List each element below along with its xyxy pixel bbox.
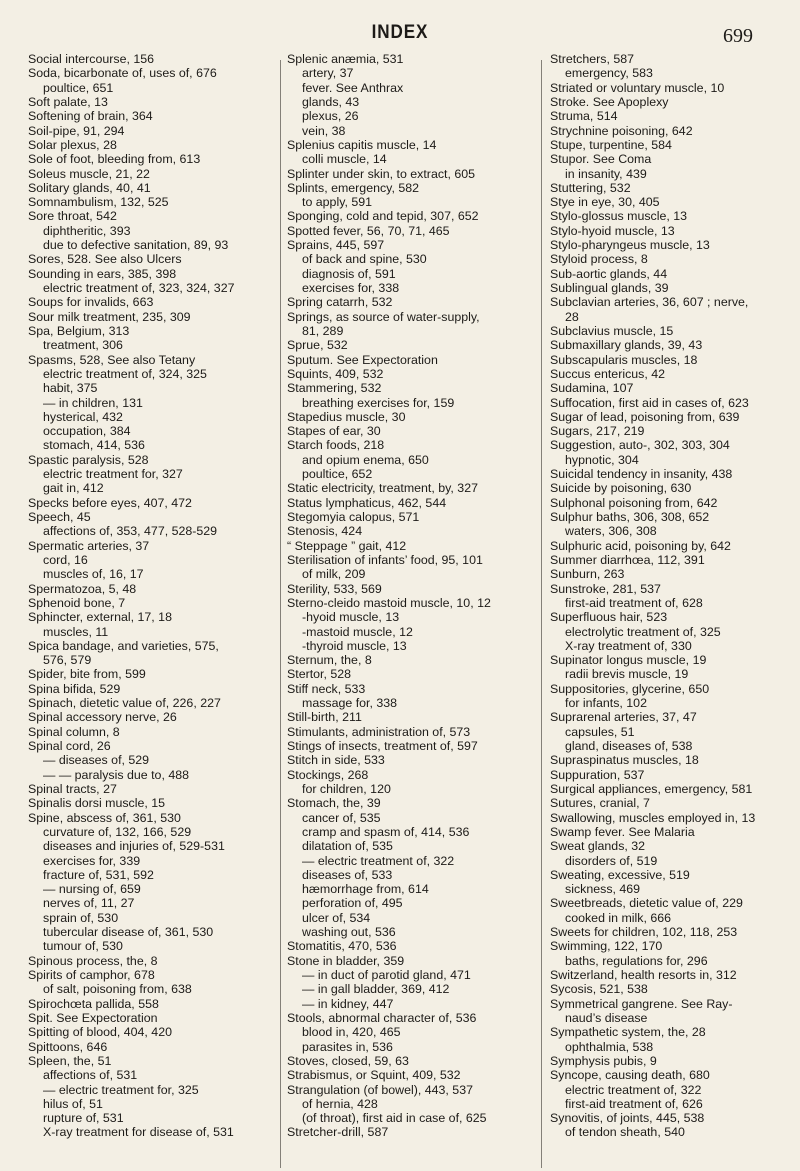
index-entry: Summer diarrhœa, 112, 391 — [550, 552, 705, 567]
index-subentry: 576, 579 — [43, 653, 92, 668]
index-subentry: colli muscle, 14 — [302, 152, 387, 167]
index-subentry: diagnosis of, 591 — [302, 266, 396, 281]
index-subentry: parasites in, 536 — [302, 1039, 393, 1054]
index-entry: Sweetbreads, dietetic value of, 229 — [550, 896, 743, 911]
index-column-2 — [287, 52, 535, 1140]
index-subentry: electric treatment of, 323, 324, 327 — [43, 281, 235, 295]
index-entry: Splints, emergency, 582 — [287, 180, 420, 195]
index-subentry: of salt, poisoning from, 638 — [43, 982, 192, 997]
index-entry: Sprains, 445, 597 — [287, 238, 385, 253]
index-entry: Stenosis, 424 — [287, 524, 363, 539]
index-entry: Spittoons, 646 — [28, 1039, 108, 1054]
index-subentry: stomach, 414, 536 — [43, 438, 145, 453]
index-entry: Spitting of blood, 404, 420 — [28, 1025, 172, 1040]
index-subentry: tubercular disease of, 361, 530 — [43, 925, 214, 940]
index-entry: Sweat glands, 32 — [550, 839, 646, 854]
index-entry: Social intercourse, 156 — [28, 52, 155, 66]
page-header — [0, 22, 800, 52]
index-entry: Striated or voluntary muscle, 10 — [550, 80, 725, 95]
index-entry: Sounding in ears, 385, 398 — [28, 266, 177, 281]
index-entry: Strangulation (of bowel), 443, 537 — [287, 1082, 473, 1097]
index-entry: Subclavius muscle, 15 — [550, 323, 674, 338]
index-entry: Superfluous hair, 523 — [550, 610, 668, 625]
index-entry: Sycosis, 521, 538 — [550, 982, 648, 997]
index-subentry: hæmorrhage from, 614 — [302, 882, 429, 897]
index-subentry: first-aid treatment of, 628 — [565, 595, 703, 610]
index-entry: Splenius capitis muscle, 14 — [287, 137, 437, 152]
index-subentry: cooked in milk, 666 — [565, 910, 672, 925]
index-subentry: cramp and spasm of, 414, 536 — [302, 824, 470, 839]
index-subentry: fracture of, 531, 592 — [43, 867, 154, 882]
index-entry: Spotted fever, 56, 70, 71, 465 — [287, 223, 450, 238]
index-subentry: for infants, 102 — [565, 696, 647, 711]
index-entry: Status lymphaticus, 462, 544 — [287, 495, 447, 510]
index-entry: Sterility, 533, 569 — [287, 581, 382, 596]
index-subentry: radii brevis muscle, 19 — [565, 667, 689, 682]
index-entry: Spinal tracts, 27 — [28, 781, 117, 796]
index-subentry: hilus of, 51 — [43, 1096, 103, 1111]
index-entry: Spina bifida, 529 — [28, 681, 121, 696]
column-divider — [541, 60, 542, 1168]
index-subentry: -thyroid muscle, 13 — [302, 638, 407, 653]
index-subentry: X-ray treatment for disease of, 531 — [43, 1125, 234, 1140]
index-entry: Stroke. See Apoplexy — [550, 94, 669, 109]
index-entry: Sugar of lead, poisoning from, 639 — [550, 409, 740, 424]
index-subentry: glands, 43 — [302, 94, 360, 109]
index-subentry: sickness, 469 — [565, 882, 641, 897]
index-entry: Succus entericus, 42 — [550, 366, 666, 381]
index-entry: Subscapularis muscles, 18 — [550, 352, 698, 367]
index-entry: Symmetrical gangrene. See Ray- — [550, 996, 733, 1011]
index-entry: Sphincter, external, 17, 18 — [28, 610, 172, 625]
index-subentry: hypnotic, 304 — [565, 452, 639, 467]
index-entry: Sulphur baths, 306, 308, 652 — [550, 510, 710, 524]
index-subentry: diseases of, 533 — [302, 867, 393, 882]
index-entry: Switzerland, health resorts in, 312 — [550, 968, 737, 982]
index-entry: Spinous process, the, 8 — [28, 953, 158, 968]
index-entry: Spasms, 528, See also Tetany — [28, 352, 196, 367]
index-subentry: — in kidney, 447 — [302, 996, 394, 1011]
index-subentry: disorders of, 519 — [565, 853, 658, 868]
index-subentry: first-aid treatment of, 626 — [565, 1096, 703, 1111]
index-entry: Syncope, causing death, 680 — [550, 1068, 710, 1083]
index-entry: Sulphuric acid, poisoning by, 642 — [550, 538, 731, 553]
index-entry: Soil-pipe, 91, 294 — [28, 123, 125, 138]
index-entry: Sub-aortic glands, 44 — [550, 266, 668, 281]
index-entry: Stockings, 268 — [287, 767, 369, 782]
index-entry: Spinal cord, 26 — [28, 739, 111, 753]
index-entry: Stupor. See Coma — [550, 152, 652, 167]
index-entry: Spine, abscess of, 361, 530 — [28, 810, 181, 825]
index-entry: Strychnine poisoning, 642 — [550, 123, 693, 138]
index-entry: Suppuration, 537 — [550, 767, 645, 782]
index-entry: Spastic paralysis, 528 — [28, 452, 149, 467]
index-subentry: exercises for, 338 — [302, 281, 400, 295]
index-subentry: affections of, 353, 477, 528-529 — [43, 524, 218, 539]
index-entry: Spring catarrh, 532 — [287, 295, 393, 310]
index-subentry: waters, 306, 308 — [565, 524, 657, 539]
index-entry: Stylo-pharyngeus muscle, 13 — [550, 238, 710, 253]
index-entry: Solitary glands, 40, 41 — [28, 180, 151, 195]
index-entry: “ Steppage ” gait, 412 — [287, 538, 407, 553]
index-entry: Sulphonal poisoning from, 642 — [550, 495, 718, 510]
index-entry: Starch foods, 218 — [287, 438, 385, 453]
index-subentry: ulcer of, 534 — [302, 910, 371, 925]
index-subentry: plexus, 26 — [302, 109, 359, 124]
index-subentry: blood in, 420, 465 — [302, 1025, 401, 1040]
index-entry: Subclavian arteries, 36, 607 ; nerve, — [550, 295, 749, 310]
index-entry: Swallowing, muscles employed in, 13 — [550, 810, 756, 825]
index-subentry: sprain of, 530 — [43, 910, 119, 925]
index-subentry: -hyoid muscle, 13 — [302, 610, 400, 625]
index-entry: Still-birth, 211 — [287, 710, 362, 725]
index-entry: Solar plexus, 28 — [28, 137, 117, 152]
index-subentry: — electric treatment for, 325 — [43, 1082, 199, 1097]
index-entry: Struma, 514 — [550, 109, 618, 124]
index-subentry: muscles of, 16, 17 — [43, 567, 144, 582]
index-entry: Spider, bite from, 599 — [28, 667, 146, 682]
index-subentry: gland, diseases of, 538 — [565, 739, 693, 753]
index-entry: Splinter under skin, to extract, 605 — [287, 166, 476, 181]
index-subentry: electric treatment of, 324, 325 — [43, 366, 207, 381]
index-subentry: of tendon sheath, 540 — [565, 1125, 685, 1140]
index-subentry: of hernia, 428 — [302, 1096, 378, 1111]
index-entry: Symphysis pubis, 9 — [550, 1053, 657, 1068]
index-subentry: and opium enema, 650 — [302, 452, 429, 467]
index-entry: Suicidal tendency in insanity, 438 — [550, 467, 733, 482]
index-entry: Synovitis, of joints, 445, 538 — [550, 1111, 705, 1126]
index-subentry: — in children, 131 — [43, 395, 143, 410]
index-entry: Sunburn, 263 — [550, 567, 625, 582]
index-entry: Stammering, 532 — [287, 381, 382, 396]
index-entry: Stertor, 528 — [287, 667, 352, 682]
index-entry: Sudamina, 107 — [550, 381, 634, 396]
index-subentry: artery, 37 — [302, 66, 354, 81]
index-entry: Sugars, 217, 219 — [550, 424, 645, 439]
index-subentry: 28 — [565, 309, 579, 324]
index-entry: Swimming, 122, 170 — [550, 939, 663, 954]
index-entry: Suprarenal arteries, 37, 47 — [550, 710, 697, 725]
index-column-1 — [28, 52, 276, 1140]
index-entry: Sublingual glands, 39 — [550, 281, 669, 295]
index-subentry: due to defective sanitation, 89, 93 — [43, 238, 229, 253]
index-entry: Sympathetic system, the, 28 — [550, 1025, 706, 1040]
index-entry: Sore throat, 542 — [28, 209, 117, 224]
index-subentry: nerves of, 11, 27 — [43, 896, 135, 911]
index-entry: Sunstroke, 281, 537 — [550, 581, 661, 596]
index-entry: Stapedius muscle, 30 — [287, 409, 406, 424]
index-entry: Sweating, excessive, 519 — [550, 867, 690, 882]
index-entry: Stone in bladder, 359 — [287, 953, 405, 968]
index-entry: Sweets for children, 102, 118, 253 — [550, 925, 738, 940]
index-entry: Spica bandage, and varieties, 575, — [28, 638, 219, 653]
index-entry: Sterilisation of infants’ food, 95, 101 — [287, 552, 483, 567]
index-subentry: capsules, 51 — [565, 724, 635, 739]
index-entry: Stitch in side, 533 — [287, 753, 385, 768]
index-subentry: X-ray treatment of, 330 — [565, 638, 692, 653]
index-subentry: perforation of, 495 — [302, 896, 403, 911]
index-column-3 — [550, 52, 792, 1140]
index-subentry: electric treatment for, 327 — [43, 467, 183, 482]
index-subentry: — diseases of, 529 — [43, 753, 150, 768]
index-subentry: — nursing of, 659 — [43, 882, 141, 897]
index-entry: Softening of brain, 364 — [28, 109, 153, 124]
index-entry: Spleen, the, 51 — [28, 1053, 112, 1068]
index-entry: Stoves, closed, 59, 63 — [287, 1053, 409, 1068]
index-subentry: in insanity, 439 — [565, 166, 647, 181]
index-entry: Spit. See Expectoration — [28, 1010, 158, 1025]
index-entry: Suicide by poisoning, 630 — [550, 481, 692, 496]
index-subentry: poultice, 652 — [302, 467, 373, 482]
index-entry: Stylo-hyoid muscle, 13 — [550, 223, 675, 238]
index-entry: Spinach, dietetic value of, 226, 227 — [28, 696, 221, 711]
index-entry: Strabismus, or Squint, 409, 532 — [287, 1068, 461, 1083]
index-subentry: 81, 289 — [302, 323, 344, 338]
index-entry: Spermatic arteries, 37 — [28, 538, 150, 553]
index-subentry: baths, regulations for, 296 — [565, 953, 708, 968]
index-entry: Sutures, cranial, 7 — [550, 796, 650, 811]
index-subentry: electric treatment of, 322 — [565, 1082, 702, 1097]
index-subentry: dilatation of, 535 — [302, 839, 393, 854]
index-subentry: breathing exercises for, 159 — [302, 395, 455, 410]
index-entry: Soda, bicarbonate of, uses of, 676 — [28, 66, 217, 81]
index-subentry: electrolytic treatment of, 325 — [565, 624, 721, 639]
index-entry: Stomach, the, 39 — [287, 796, 381, 811]
index-entry: Soleus muscle, 21, 22 — [28, 166, 150, 181]
index-subentry: naud’s disease — [565, 1010, 648, 1025]
index-entry: Stegomyia calopus, 571 — [287, 510, 420, 524]
page-number: 699 — [723, 25, 753, 47]
index-subentry: diseases and injuries of, 529-531 — [43, 839, 225, 854]
index-entry: Stuttering, 532 — [550, 180, 631, 195]
index-entry: Sphenoid bone, 7 — [28, 595, 126, 610]
index-entry: Stylo-glossus muscle, 13 — [550, 209, 688, 224]
index-subentry: washing out, 536 — [302, 925, 396, 940]
index-subentry: muscles, 11 — [43, 624, 109, 639]
index-entry: Spinal accessory nerve, 26 — [28, 710, 177, 725]
index-entry: Sterno-cleido mastoid muscle, 10, 12 — [287, 595, 491, 610]
index-subentry: habit, 375 — [43, 381, 98, 396]
index-subentry: to apply, 591 — [302, 195, 373, 210]
index-subentry: vein, 38 — [302, 123, 346, 138]
index-subentry: rupture of, 531 — [43, 1111, 124, 1126]
index-entry: Spinal column, 8 — [28, 724, 120, 739]
index-entry: Stools, abnormal character of, 536 — [287, 1010, 477, 1025]
index-entry: Sponging, cold and tepid, 307, 652 — [287, 209, 479, 224]
index-entry: Sores, 528. See also Ulcers — [28, 252, 182, 267]
index-subentry: treatment, 306 — [43, 338, 123, 353]
index-subentry: — in gall bladder, 369, 412 — [302, 982, 450, 997]
index-entry: Stiff neck, 533 — [287, 681, 366, 696]
index-entry: Sternum, the, 8 — [287, 653, 372, 668]
index-entry: Stupe, turpentine, 584 — [550, 137, 672, 152]
page-title: INDEX — [371, 22, 429, 43]
index-entry: Spinalis dorsi muscle, 15 — [28, 796, 166, 811]
index-entry: Spa, Belgium, 313 — [28, 323, 130, 338]
column-divider — [280, 60, 281, 1168]
index-entry: Soups for invalids, 663 — [28, 295, 154, 310]
index-entry: Stretchers, 587 — [550, 52, 635, 66]
index-entry: Sprue, 532 — [287, 338, 348, 353]
index-entry: Spirochœta pallida, 558 — [28, 996, 159, 1011]
index-subentry: — — paralysis due to, 488 — [43, 767, 190, 782]
index-entry: Stretcher-drill, 587 — [287, 1125, 389, 1140]
index-entry: Spirits of camphor, 678 — [28, 968, 155, 982]
index-entry: Sour milk treatment, 235, 309 — [28, 309, 191, 324]
index-entry: Sole of foot, bleeding from, 613 — [28, 152, 201, 167]
index-entry: Squints, 409, 532 — [287, 366, 384, 381]
index-subentry: for children, 120 — [302, 781, 391, 796]
index-subentry: (of throat), first aid in case of, 625 — [302, 1111, 487, 1126]
index-subentry: cancer of, 535 — [302, 810, 381, 825]
index-entry: Swamp fever. See Malaria — [550, 824, 695, 839]
index-subentry: of milk, 209 — [302, 567, 366, 582]
index-subentry: tumour of, 530 — [43, 939, 123, 954]
index-subentry: — electric treatment of, 322 — [302, 853, 455, 868]
index-subentry: diphtheritic, 393 — [43, 223, 131, 238]
index-entry: Somnambulism, 132, 525 — [28, 195, 169, 210]
index-subentry: — in duct of parotid gland, 471 — [302, 968, 471, 982]
index-subentry: gait in, 412 — [43, 481, 104, 496]
index-entry: Suffocation, first aid in cases of, 623 — [550, 395, 749, 410]
index-subentry: -mastoid muscle, 12 — [302, 624, 413, 639]
index-subentry: occupation, 384 — [43, 424, 131, 439]
index-subentry: affections of, 531 — [43, 1068, 138, 1083]
index-subentry: poultice, 651 — [43, 80, 114, 95]
index-entry: Speech, 45 — [28, 510, 91, 524]
index-subentry: of back and spine, 530 — [302, 252, 427, 267]
index-subentry: fever. See Anthrax — [302, 80, 404, 95]
index-entry: Supraspinatus muscles, 18 — [550, 753, 699, 768]
index-subentry: hysterical, 432 — [43, 409, 123, 424]
index-entry: Suppositories, glycerine, 650 — [550, 681, 710, 696]
index-entry: Soft palate, 13 — [28, 94, 108, 109]
index-subentry: ophthalmia, 538 — [565, 1039, 654, 1054]
index-entry: Surgical appliances, emergency, 581 — [550, 781, 753, 796]
index-entry: Springs, as source of water-supply, — [287, 309, 480, 324]
index-subentry: massage for, 338 — [302, 696, 398, 711]
index-entry: Stye in eye, 30, 405 — [550, 195, 660, 210]
index-subentry: cord, 16 — [43, 552, 88, 567]
index-subentry: curvature of, 132, 166, 529 — [43, 824, 192, 839]
index-entry: Sputum. See Expectoration — [287, 352, 438, 367]
index-entry: Supinator longus muscle, 19 — [550, 653, 707, 668]
index-entry: Static electricity, treatment, by, 327 — [287, 481, 478, 496]
index-entry: Spermatozoa, 5, 48 — [28, 581, 137, 596]
index-subentry: exercises for, 339 — [43, 853, 141, 868]
index-entry: Stomatitis, 470, 536 — [287, 939, 397, 954]
index-entry: Stapes of ear, 30 — [287, 424, 381, 439]
index-entry: Splenic anæmia, 531 — [287, 52, 404, 66]
index-entry: Stings of insects, treatment of, 597 — [287, 739, 478, 753]
index-subentry: emergency, 583 — [565, 66, 653, 81]
index-entry: Submaxillary glands, 39, 43 — [550, 338, 703, 353]
index-entry: Styloid process, 8 — [550, 252, 648, 267]
index-entry: Specks before eyes, 407, 472 — [28, 495, 192, 510]
index-entry: Suggestion, auto-, 302, 303, 304 — [550, 438, 730, 453]
index-entry: Stimulants, administration of, 573 — [287, 724, 471, 739]
